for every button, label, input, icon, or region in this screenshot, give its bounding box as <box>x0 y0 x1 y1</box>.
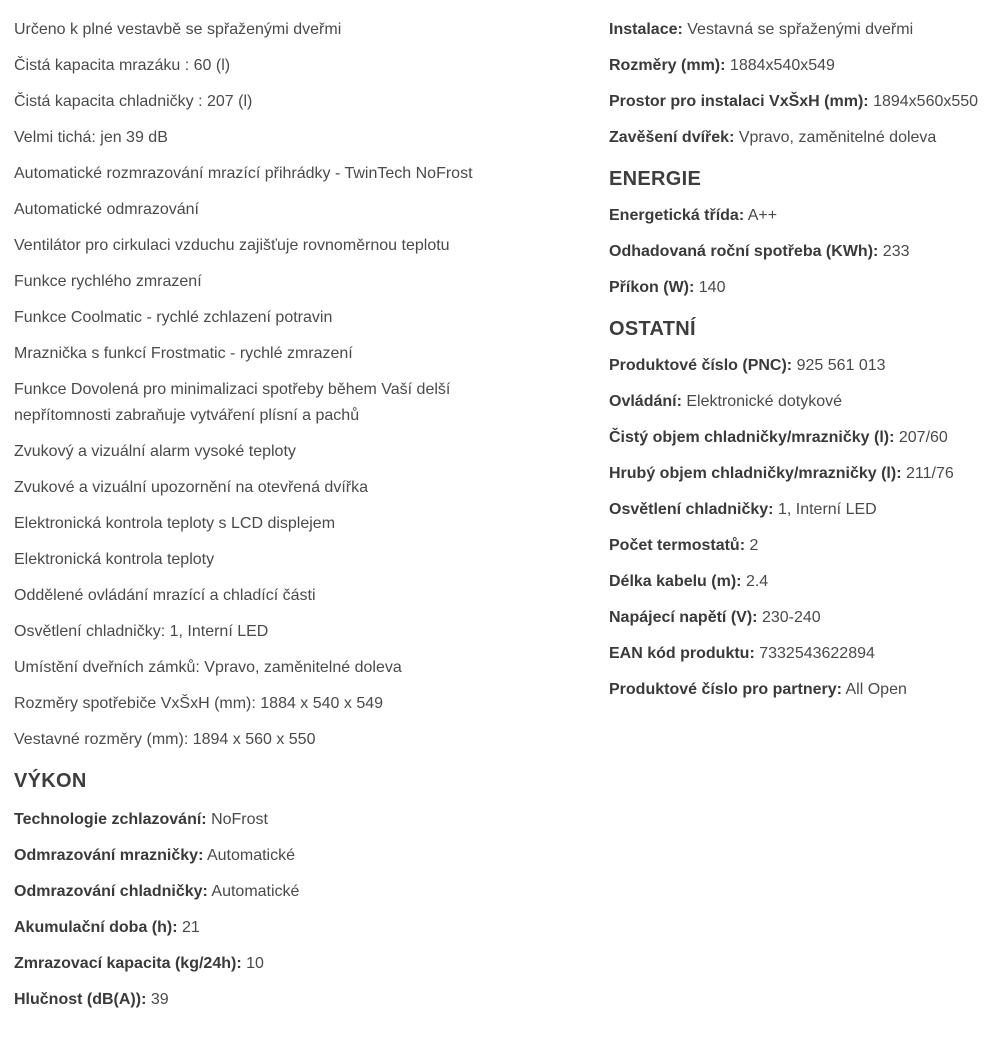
feature-item: Velmi tichá: jen 39 dB <box>14 129 168 146</box>
spec-label: Délka kabelu (m): <box>609 573 742 590</box>
instalace-spec-list <box>609 17 985 151</box>
spec-row <box>609 353 985 379</box>
section-heading-energie: ENERGIE <box>609 168 702 190</box>
spec-value: Elektronické dotykové <box>686 393 842 410</box>
spec-label: Odhadovaná roční spotřeba (KWh): <box>609 243 879 260</box>
feature-item: Funkce Coolmatic - rychlé zchlazení potravin <box>14 309 333 326</box>
spec-label: EAN kód produktu: <box>609 645 755 662</box>
feature-item: Čistá kapacita chladničky : 207 (l) <box>14 93 253 110</box>
spec-label: Napájecí napětí (V): <box>609 609 758 626</box>
feature-item: Oddělené ovládání mrazící a chladící části <box>14 587 316 604</box>
spec-value: 230-240 <box>761 609 821 626</box>
feature-item: Automatické odmrazování <box>14 201 199 218</box>
spec-row <box>609 425 985 451</box>
spec-row <box>609 461 985 487</box>
spec-value: 140 <box>698 279 726 296</box>
spec-row <box>609 53 985 79</box>
section-heading-ostatni: OSTATNÍ <box>609 318 696 340</box>
spec-value: 1884x540x549 <box>729 57 835 74</box>
spec-label: Energetická třída: <box>609 207 745 224</box>
spec-label: Produktové číslo (PNC): <box>609 357 793 374</box>
spec-value: Automatické <box>211 883 300 900</box>
spec-value: 2.4 <box>745 573 769 590</box>
spec-value: 1, Interní LED <box>777 501 877 518</box>
spec-label: Akumulační doba (h): <box>14 919 178 936</box>
feature-item: Určeno k plné vestavbě se spřaženými dveřmi <box>14 21 342 38</box>
spec-row <box>14 843 589 869</box>
spec-row <box>609 275 985 301</box>
section-heading-vykon: VÝKON <box>14 770 87 792</box>
spec-label: Rozměry (mm): <box>609 57 726 74</box>
feature-item: Čistá kapacita mrazáku : 60 (l) <box>14 57 231 74</box>
left-column <box>14 17 589 1023</box>
feature-list <box>14 17 589 753</box>
spec-label: Produktové číslo pro partnery: <box>609 681 842 698</box>
feature-item: Ventilátor pro cirkulaci vzduchu zajišťuje rovnoměrnou teplotu <box>14 237 450 254</box>
spec-value: 21 <box>182 919 200 936</box>
energie-spec-list <box>609 203 985 301</box>
spec-value: 1894x560x550 <box>873 93 979 110</box>
spec-label: Odmrazování mrazničky: <box>14 847 204 864</box>
spec-label: Technologie zchlazování: <box>14 811 207 828</box>
feature-item: Osvětlení chladničky: 1, Interní LED <box>14 623 269 640</box>
spec-value: All Open <box>845 681 907 698</box>
spec-label: Počet termostatů: <box>609 537 746 554</box>
right-column <box>609 17 985 713</box>
spec-row <box>609 641 985 667</box>
spec-row <box>14 915 589 941</box>
spec-row <box>14 879 589 905</box>
spec-value: Vestavná se spřaženými dveřmi <box>687 21 914 38</box>
feature-item: Funkce Dovolená pro minimalizaci spotřeby během Vaší delší nepřítomnosti zabraňuje vytváření plísní a pachů <box>14 381 451 424</box>
feature-item: Mraznička s funkcí Frostmatic - rychlé zmrazení <box>14 345 353 362</box>
spec-row <box>609 497 985 523</box>
spec-label: Hlučnost (dB(A)): <box>14 991 147 1008</box>
spec-label: Osvětlení chladničky: <box>609 501 774 518</box>
spec-value: 2 <box>749 537 759 554</box>
spec-value: Automatické <box>206 847 296 864</box>
spec-label: Odmrazování chladničky: <box>14 883 208 900</box>
feature-item: Funkce rychlého zmrazení <box>14 273 202 290</box>
spec-row <box>609 569 985 595</box>
spec-row <box>609 533 985 559</box>
spec-value: 10 <box>246 955 264 972</box>
feature-item: Elektronická kontrola teploty <box>14 551 215 568</box>
spec-label: Hrubý objem chladničky/mrazničky (l): <box>609 465 902 482</box>
feature-item: Umístění dveřních zámků: Vpravo, zaměnitelné doleva <box>14 659 402 676</box>
spec-value: A++ <box>747 207 778 224</box>
spec-row <box>609 605 985 631</box>
spec-label: Ovládání: <box>609 393 682 410</box>
spec-row <box>609 677 985 703</box>
spec-value: 207/60 <box>898 429 948 446</box>
spec-row <box>609 389 985 415</box>
spec-label: Zmrazovací kapacita (kg/24h): <box>14 955 242 972</box>
feature-item: Vestavné rozměry (mm): 1894 x 560 x 550 <box>14 731 316 748</box>
spec-row <box>609 203 985 229</box>
spec-row <box>609 239 985 265</box>
spec-row <box>14 951 589 977</box>
feature-item: Elektronická kontrola teploty s LCD displejem <box>14 515 336 532</box>
spec-label: Instalace: <box>609 21 683 38</box>
spec-row <box>609 17 985 43</box>
ostatni-spec-list <box>609 353 985 703</box>
spec-value: 39 <box>150 991 169 1008</box>
vykon-spec-list <box>14 807 589 1013</box>
spec-label: Čistý objem chladničky/mrazničky (l): <box>609 429 895 446</box>
spec-row <box>609 89 985 115</box>
spec-value: 7332543622894 <box>759 645 875 662</box>
feature-item: Zvukové a vizuální upozornění na otevřená dvířka <box>14 479 368 496</box>
spec-value: 925 561 013 <box>796 357 886 374</box>
feature-item: Zvukový a vizuální alarm vysoké teploty <box>14 443 296 460</box>
spec-label: Příkon (W): <box>609 279 695 296</box>
spec-label: Prostor pro instalaci VxŠxH (mm): <box>609 93 869 110</box>
spec-row <box>14 987 589 1013</box>
spec-value: NoFrost <box>211 811 268 828</box>
feature-item: Rozměry spotřebiče VxŠxH (mm): 1884 x 540 x 549 <box>14 695 384 712</box>
spec-value: Vpravo, zaměnitelné doleva <box>738 129 937 146</box>
spec-value: 211/76 <box>905 465 954 482</box>
spec-row <box>14 807 589 833</box>
spec-row <box>609 125 985 151</box>
spec-value: 233 <box>882 243 910 260</box>
spec-label: Zavěšení dvířek: <box>609 129 735 146</box>
feature-item: Automatické rozmrazování mrazící přihrádky - TwinTech NoFrost <box>14 165 473 182</box>
